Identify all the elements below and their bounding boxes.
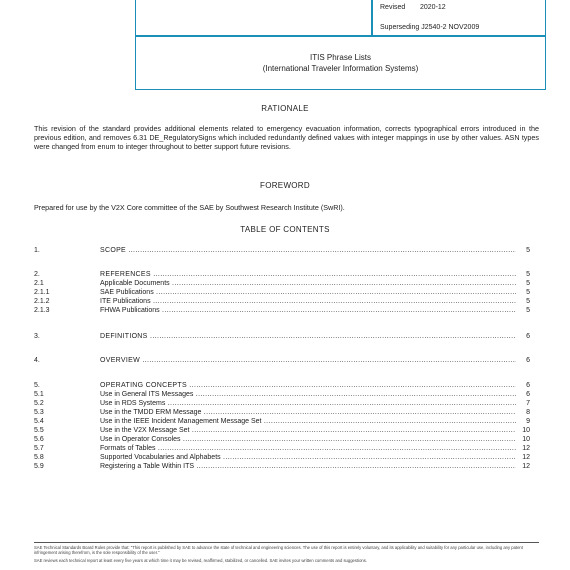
toc-entry-page: 5 — [526, 247, 530, 254]
toc-entry-title: Applicable Documents ..... — [100, 279, 516, 288]
toc-entry-number: 3. — [34, 333, 40, 340]
toc-entry-scope[interactable] — [34, 246, 530, 255]
toc-entry-operator-consoles[interactable] — [34, 435, 530, 444]
toc-entry-title: Use in the V2X Message Set ..... — [100, 426, 516, 435]
toc-entry-v2x-message-set[interactable] — [34, 426, 530, 435]
toc-entry-page: 5 — [526, 289, 530, 296]
toc-entry-number: 4. — [34, 357, 40, 364]
document-title: ITIS Phrase Lists — [310, 53, 371, 62]
toc-entry-title: SAE Publications ..... — [100, 288, 516, 297]
toc-entry-title: Use in the IEEE Incident Management Message Set ..... — [100, 417, 516, 426]
revised-value: 2020-12 — [420, 4, 446, 11]
toc-entry-number: 2.1.1 — [34, 289, 50, 296]
toc-entry-page: 5 — [526, 307, 530, 314]
toc-entry-title: DEFINITIONS ..... — [100, 332, 516, 341]
toc-entry-vocabularies[interactable] — [34, 453, 530, 462]
toc-entry-number: 2.1.3 — [34, 307, 50, 314]
footer-board-rules: SAE Technical Standards Board Rules provide that: "This report is published by SAE to advance the state of technical and engineering sciences. The use of this report is entirely voluntary, and its applicability and suitability for any particular use, including any patent infringement arising therefrom, is the sole responsibility of the user." — [34, 545, 523, 555]
toc-entry-definitions[interactable] — [34, 332, 530, 341]
toc-entry-page: 12 — [522, 445, 530, 452]
toc-entry-rds-systems[interactable] — [34, 399, 530, 408]
toc-entry-number: 5.7 — [34, 445, 44, 452]
toc-entry-page: 9 — [526, 418, 530, 425]
rationale-heading: RATIONALE — [261, 104, 309, 113]
toc-entry-page: 6 — [526, 357, 530, 364]
toc-entry-title: Supported Vocabularies and Alphabets ..... — [100, 453, 516, 462]
toc-entry-page: 12 — [522, 463, 530, 470]
toc-entry-overview[interactable] — [34, 356, 530, 365]
toc-entry-registering-table[interactable] — [34, 462, 530, 471]
footer-review-note: SAE reviews each technical report at least every five years at which time it may be revised, reaffirmed, stabilized, or cancelled. SAE invites your written comments and suggestions. — [34, 558, 367, 563]
toc-entry-title: OVERVIEW ..... — [100, 356, 516, 365]
toc-entry-title: Formats of Tables ..... — [100, 444, 516, 453]
toc-entry-number: 5. — [34, 382, 40, 389]
toc-entry-page: 10 — [522, 427, 530, 434]
toc-entry-title: Use in RDS Systems ..... — [100, 399, 516, 408]
foreword-text: Prepared for use by the V2X Core committee of the SAE by Southwest Research Institute (SwRI). — [34, 203, 345, 212]
toc-entry-page: 5 — [526, 298, 530, 305]
rationale-text: This revision of the standard provides additional elements related to emergency evacuation information, corrects typographical errors introduced in the previous edition, and removes 6.31 DE_RegulatorySigns which included redundantly defined values with integer mappings in use by other values. ASN types were changed from enum to integer throughout to better support future revisions. — [34, 124, 539, 151]
toc-entry-page: 6 — [526, 391, 530, 398]
toc-entry-number: 5.2 — [34, 400, 44, 407]
toc-entry-number: 5.6 — [34, 436, 44, 443]
toc-entry-title: Use in General ITS Messages ..... — [100, 390, 516, 399]
toc-entry-number: 2.1 — [34, 280, 44, 287]
foreword-heading: FOREWORD — [260, 181, 310, 190]
toc-entry-general-its[interactable] — [34, 390, 530, 399]
toc-entry-sae-publications[interactable] — [34, 288, 530, 297]
toc-entry-page: 5 — [526, 280, 530, 287]
toc-entry-references[interactable] — [34, 270, 530, 279]
toc-entry-number: 1. — [34, 247, 40, 254]
toc-entry-page: 6 — [526, 333, 530, 340]
toc-entry-page: 8 — [526, 409, 530, 416]
toc-entry-operating-concepts[interactable] — [34, 381, 530, 390]
toc-entry-title: Use in Operator Consoles ..... — [100, 435, 516, 444]
toc-entry-title: Use in the TMDD ERM Message ..... — [100, 408, 516, 417]
toc-entry-title: SCOPE ..... — [100, 246, 516, 255]
toc-entry-number: 5.1 — [34, 391, 44, 398]
toc-entry-number: 5.9 — [34, 463, 44, 470]
toc-entry-number: 5.8 — [34, 454, 44, 461]
toc-entry-page: 6 — [526, 382, 530, 389]
toc-entry-page: 10 — [522, 436, 530, 443]
toc-entry-title: FHWA Publications ..... — [100, 306, 516, 315]
toc-entry-title: Registering a Table Within ITS ..... — [100, 462, 516, 471]
document-subtitle: (International Traveler Information Systems) — [262, 64, 419, 73]
toc-entry-title: OPERATING CONCEPTS ..... — [100, 381, 516, 390]
toc-entry-formats-of-tables[interactable] — [34, 444, 530, 453]
footer-divider — [34, 542, 539, 543]
superseding-note: Superseding J2540-2 NOV2009 — [380, 24, 480, 31]
toc-entry-page: 7 — [526, 400, 530, 407]
table-of-contents — [34, 0, 530, 570]
toc-entry-page: 5 — [526, 271, 530, 278]
toc-entry-ite-publications[interactable] — [34, 297, 530, 306]
toc-entry-title: REFERENCES ..... — [100, 270, 516, 279]
toc-entry-page: 12 — [522, 454, 530, 461]
toc-entry-applicable-documents[interactable] — [34, 279, 530, 288]
toc-entry-tmdd-erm[interactable] — [34, 408, 530, 417]
toc-entry-number: 5.3 — [34, 409, 44, 416]
toc-entry-number: 2. — [34, 271, 40, 278]
toc-entry-ieee-incident[interactable] — [34, 417, 530, 426]
toc-entry-number: 5.5 — [34, 427, 44, 434]
toc-entry-number: 2.1.2 — [34, 298, 50, 305]
toc-heading: TABLE OF CONTENTS — [240, 225, 330, 234]
toc-entry-number: 5.4 — [34, 418, 44, 425]
toc-entry-fhwa-publications[interactable] — [34, 306, 530, 315]
toc-entry-title: ITE Publications ..... — [100, 297, 516, 306]
revised-label: Revised — [380, 4, 406, 11]
